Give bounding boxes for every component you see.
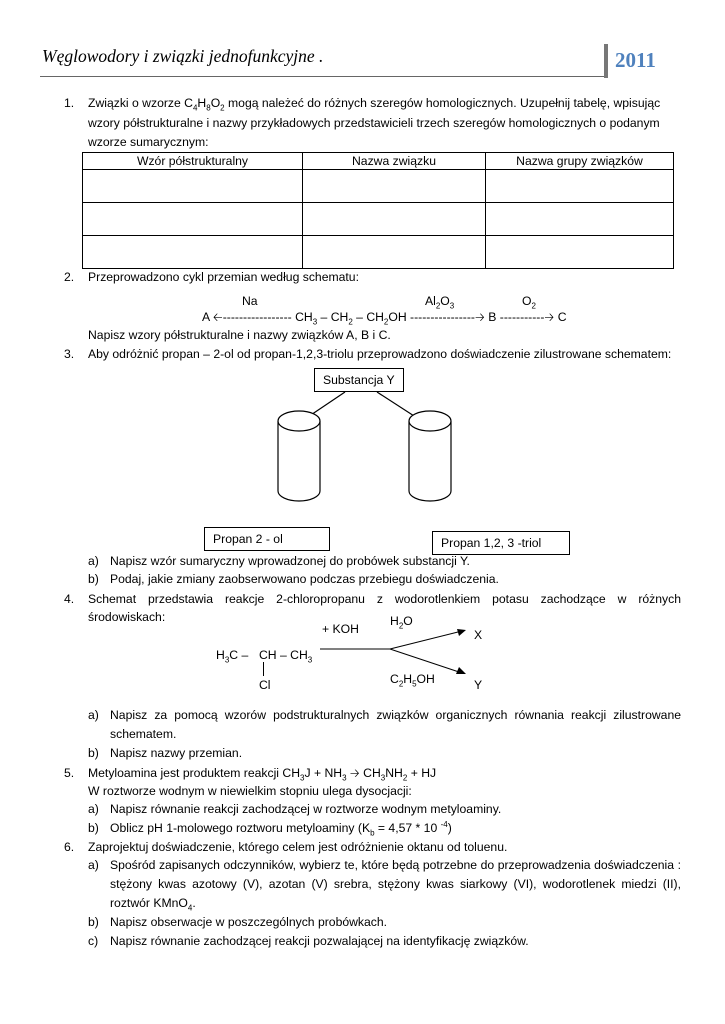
q6c-text: Napisz równanie zachodzącej reakcji pozwalającej na identyfikację związków. <box>110 934 529 948</box>
table-header-compound-name: Nazwa związku <box>303 153 486 170</box>
product-x: X <box>474 628 483 642</box>
q4-number: 4. <box>64 592 75 606</box>
test-tube-2 <box>409 411 451 501</box>
substance-y-box: Substancja Y <box>314 368 404 392</box>
q5-reaction: Metyloamina jest produktem reakcji $CH_3J + NH_3$ 🡢 $CH_3NH_2$ + HJ <box>88 766 437 783</box>
q4-text-line2: środowiskach: <box>88 610 166 624</box>
table-cell[interactable] <box>303 203 486 236</box>
reagent-na: Na <box>242 294 258 308</box>
tube1-label-box: Propan 2 - ol <box>204 527 330 551</box>
q5b-text: Oblicz pH 1-molowego roztworu metyloaminy ($K_b = 4,57 * 10$ $^{-4}$) <box>110 819 452 838</box>
q4a-text-line2: schematem. <box>110 727 177 741</box>
table-cell[interactable] <box>486 170 674 203</box>
q4a-text-line1: Napisz za pomocą wzorów podstrukturalnych związków organicznych równania reakcji zilustrowane <box>110 708 681 722</box>
tube2-label-box: Propan 1,2, 3 -triol <box>432 531 570 555</box>
q1-number: 1. <box>64 96 75 110</box>
q5b-label: b) <box>88 821 99 835</box>
header-year: 2011 <box>615 48 656 72</box>
q5-line2: W roztworze wodnym w niewielkim stopniu ulega dysocjacji: <box>88 784 412 798</box>
q2-number: 2. <box>64 270 75 284</box>
header-divider <box>40 76 605 77</box>
table-cell[interactable] <box>303 170 486 203</box>
q2-instruction: Napisz wzory półstrukturalne i nazwy związków A, B i C. <box>88 328 391 342</box>
test-tube-1 <box>278 411 320 501</box>
q4-text-line1: Schemat przedstawia reakcje 2-chloropropanu z wodorotlenkiem potasu zachodzące w różnych <box>88 592 681 606</box>
header-year-bar <box>604 44 608 78</box>
q4a-label: a) <box>88 708 99 722</box>
q6a-text-line3: roztwór KMnO$_4$. <box>110 896 196 913</box>
q1-line2: wzory półstrukturalne i nazwy przykładowych przedstawicieli trzech szeregów homologicznych o podanym <box>88 116 660 130</box>
table-header-formula: Wzór półstrukturalny <box>83 153 303 170</box>
table-row <box>83 203 674 236</box>
chlorine-atom: Cl <box>259 678 271 692</box>
q5a-text: Napisz równanie reakcji zachodzącej w roztworze wodnym metyloaminy. <box>110 802 502 816</box>
q3-text: Aby odróżnić propan – 2-ol od propan-1,2,3-triolu przeprowadzono doświadczenie zilustrowane schematem: <box>88 347 672 361</box>
table-row <box>83 236 674 269</box>
q3a-text: Napisz wzór sumaryczny wprowadzonej do probówek substancji Y. <box>110 554 470 568</box>
arrow-head-icon <box>456 667 466 674</box>
q3b-text: Podaj, jakie zmiany zaobserwowano podczas przebiegu doświadczenia. <box>110 572 499 586</box>
q5-number: 5. <box>64 766 75 780</box>
q5a-label: a) <box>88 802 99 816</box>
table-cell[interactable] <box>303 236 486 269</box>
test-tubes-diagram <box>250 385 480 515</box>
table-header-group-name: Nazwa grupy związków <box>486 153 674 170</box>
q3a-label: a) <box>88 554 99 568</box>
table-cell[interactable] <box>486 203 674 236</box>
arrow-right-icon: 🡢 <box>474 310 485 324</box>
q1-line3: wzorze sumarycznym: <box>88 135 209 149</box>
arrow-left-icon: 🡠 <box>212 310 223 324</box>
q6b-text: Napisz obserwacje w poszczególnych probówkach. <box>110 915 388 929</box>
document-title: Węglowodory i związki jednofunkcyjne . <box>42 46 324 66</box>
q6c-label: c) <box>88 934 99 948</box>
q2-text: Przeprowadzono cykl przemian według schematu: <box>88 270 359 284</box>
arrow-right-icon: 🡢 <box>544 310 555 324</box>
reagent-al2o3: $Al_2O_3$ <box>425 294 455 311</box>
molecule-ch-ch3: CH – $CH_3$ <box>259 648 313 665</box>
q3-number: 3. <box>64 347 75 361</box>
arrow-head-icon <box>457 629 466 636</box>
table-cell[interactable] <box>83 236 303 269</box>
q4b-text: Napisz nazwy przemian. <box>110 746 243 760</box>
solvent-h2o: $H_2O$ <box>390 614 413 631</box>
molecule-main-chain: $H_3C$ – <box>216 648 249 665</box>
q4b-label: b) <box>88 746 99 760</box>
table-cell[interactable] <box>83 203 303 236</box>
table-row <box>83 170 674 203</box>
reagent-koh: + KOH <box>322 622 359 636</box>
q6-text: Zaprojektuj doświadczenie, którego celem jest odróżnienie oktanu od toluenu. <box>88 840 508 854</box>
q6a-label: a) <box>88 858 99 872</box>
q6a-text-line2: stężony kwas azotowy (V), azotan (V) srebra, stężony kwas siarkowy (VI), wodorotlenek miedzi (II), <box>110 877 681 891</box>
q1-line1: Związki o wzorze $C_4H_8O_2$ mogą należeć do różnych szeregów homologicznych. Uzupełnij tabelę, wpisując <box>88 96 661 113</box>
table-cell[interactable] <box>83 170 303 203</box>
product-y: Y <box>474 678 483 692</box>
solvent-ethanol: $C_2H_5OH$ <box>390 672 435 689</box>
reagent-o2: $O_2$ <box>522 294 536 311</box>
homologous-series-table <box>82 152 674 269</box>
q6a-text-line1: Spośród zapisanych odczynników, wybierz te, które będą potrzebne do przeprowadzenia doświadczenia : <box>110 858 681 872</box>
q3b-label: b) <box>88 572 99 586</box>
q6-number: 6. <box>64 840 75 854</box>
table-cell[interactable] <box>486 236 674 269</box>
arrow-right-icon: 🡢 <box>349 766 360 780</box>
bond-line <box>263 662 264 676</box>
q6b-label: b) <box>88 915 99 929</box>
reaction-scheme: A 🡠----------------- $CH_3 - CH_2 - CH_2OH$ ----------------🡢 B -----------🡢 C <box>202 310 567 327</box>
